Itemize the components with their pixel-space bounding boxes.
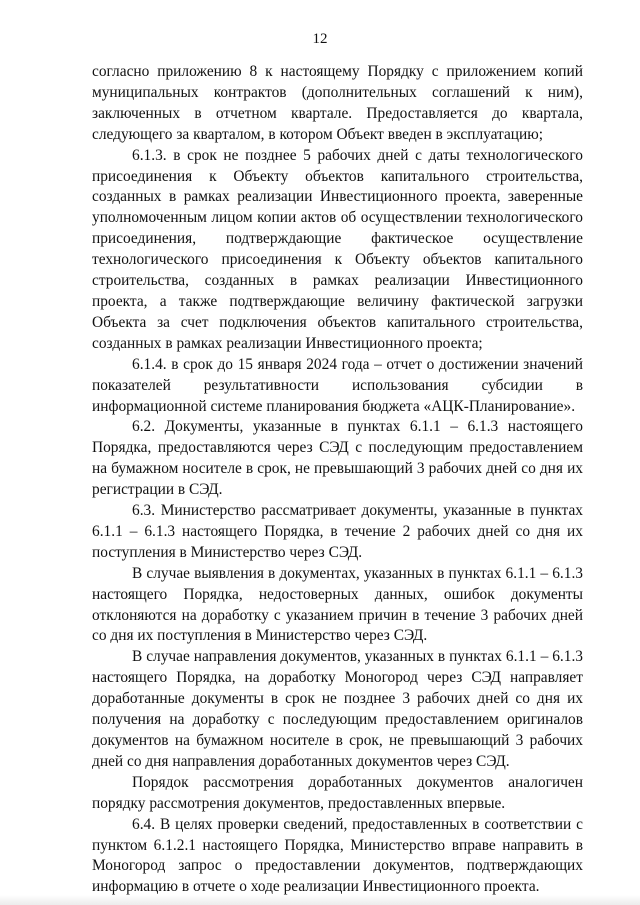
paragraph-continuation: согласно приложению 8 к настоящему Порядку с приложением копий муниципальных контрактов (дополнительных соглашений к ним), заключенных в отчетном квартале. Предоставляется до квартала, следующего за кварталом, в котором Объект введен в эксплуатацию;: [92, 63, 583, 143]
paragraph-6-3: 6.3. Министерство рассматривает документы, указанные в пунктах 6.1.1 – 6.1.3 настоящего Порядка, в течение 2 рабочих дней со дня их поступления в Министерство через СЭД.: [92, 502, 583, 561]
paragraph-6-2: 6.2. Документы, указанные в пунктах 6.1.1 – 6.1.3 настоящего Порядка, предоставляются через СЭД с последующим предоставлением на бумажном носителе в срок, не превышающий 3 рабочих дней со дня их регистрации в СЭД.: [92, 418, 583, 499]
paragraph-6-1-3: 6.1.3. в срок не позднее 5 рабочих дней с даты технологического присоединения к Объекту объектов капитального строительства, созданных в рамках реализации Инвестиционного проекта, заверенные уполномоченным лицом копии актов об осуществлении технологического присоединения, подтверждающие фактическое осуществление технологического присоединения к Объекту объектов капитального строительства, созданных в рамках реализации Инвестиционного проекта, а также подтверждающие величину фактической загрузки Объекта за счет подключения объектов капитального строительства, созданных в рамках реализации Инвестиционного проекта;: [92, 146, 583, 352]
paragraph-6-1-4: 6.1.4. в срок до 15 января 2024 года – отчет о достижении значений показателей результативности использования субсидии в информационной системе планирования бюджета «АЦК-Планирование».: [92, 355, 583, 415]
page-number: 12: [312, 31, 328, 47]
scan-bottom-edge: [0, 895, 640, 905]
paragraph-6-4: 6.4. В целях проверки сведений, предоставленных в соответствии с пунктом 6.1.2.1 настоящего Порядка, Министерство вправе направить в Моногород запрос о предоставлении документов, подтверждающих информацию в отчете о ходе реализации Инвестиционного проекта.: [92, 815, 583, 896]
paragraph-revision: В случае направления документов, указанных в пунктах 6.1.1 – 6.1.3 настоящего Порядка, на доработку Моногород через СЭД направляет доработанные документы в срок не позднее 3 рабочих дней со дня их получения на доработку с последующим предоставлением оригиналов документов на бумажном носителе в срок, не превышающий 3 рабочих дней со дня направления доработанных документов через СЭД.: [92, 648, 583, 770]
paragraph-rejection: В случае выявления в документах, указанных в пунктах 6.1.1 – 6.1.3 настоящего Порядка, недостоверных данных, ошибок документы отклоняются на доработку с указанием причин в течение 3 рабочих дней со дня их поступления в Министерство через СЭД.: [92, 564, 583, 645]
document-body: [92, 62, 583, 898]
paragraph-review-order: Порядок рассмотрения доработанных документов аналогичен порядку рассмотрения документов, предоставленных впервые.: [92, 773, 583, 812]
